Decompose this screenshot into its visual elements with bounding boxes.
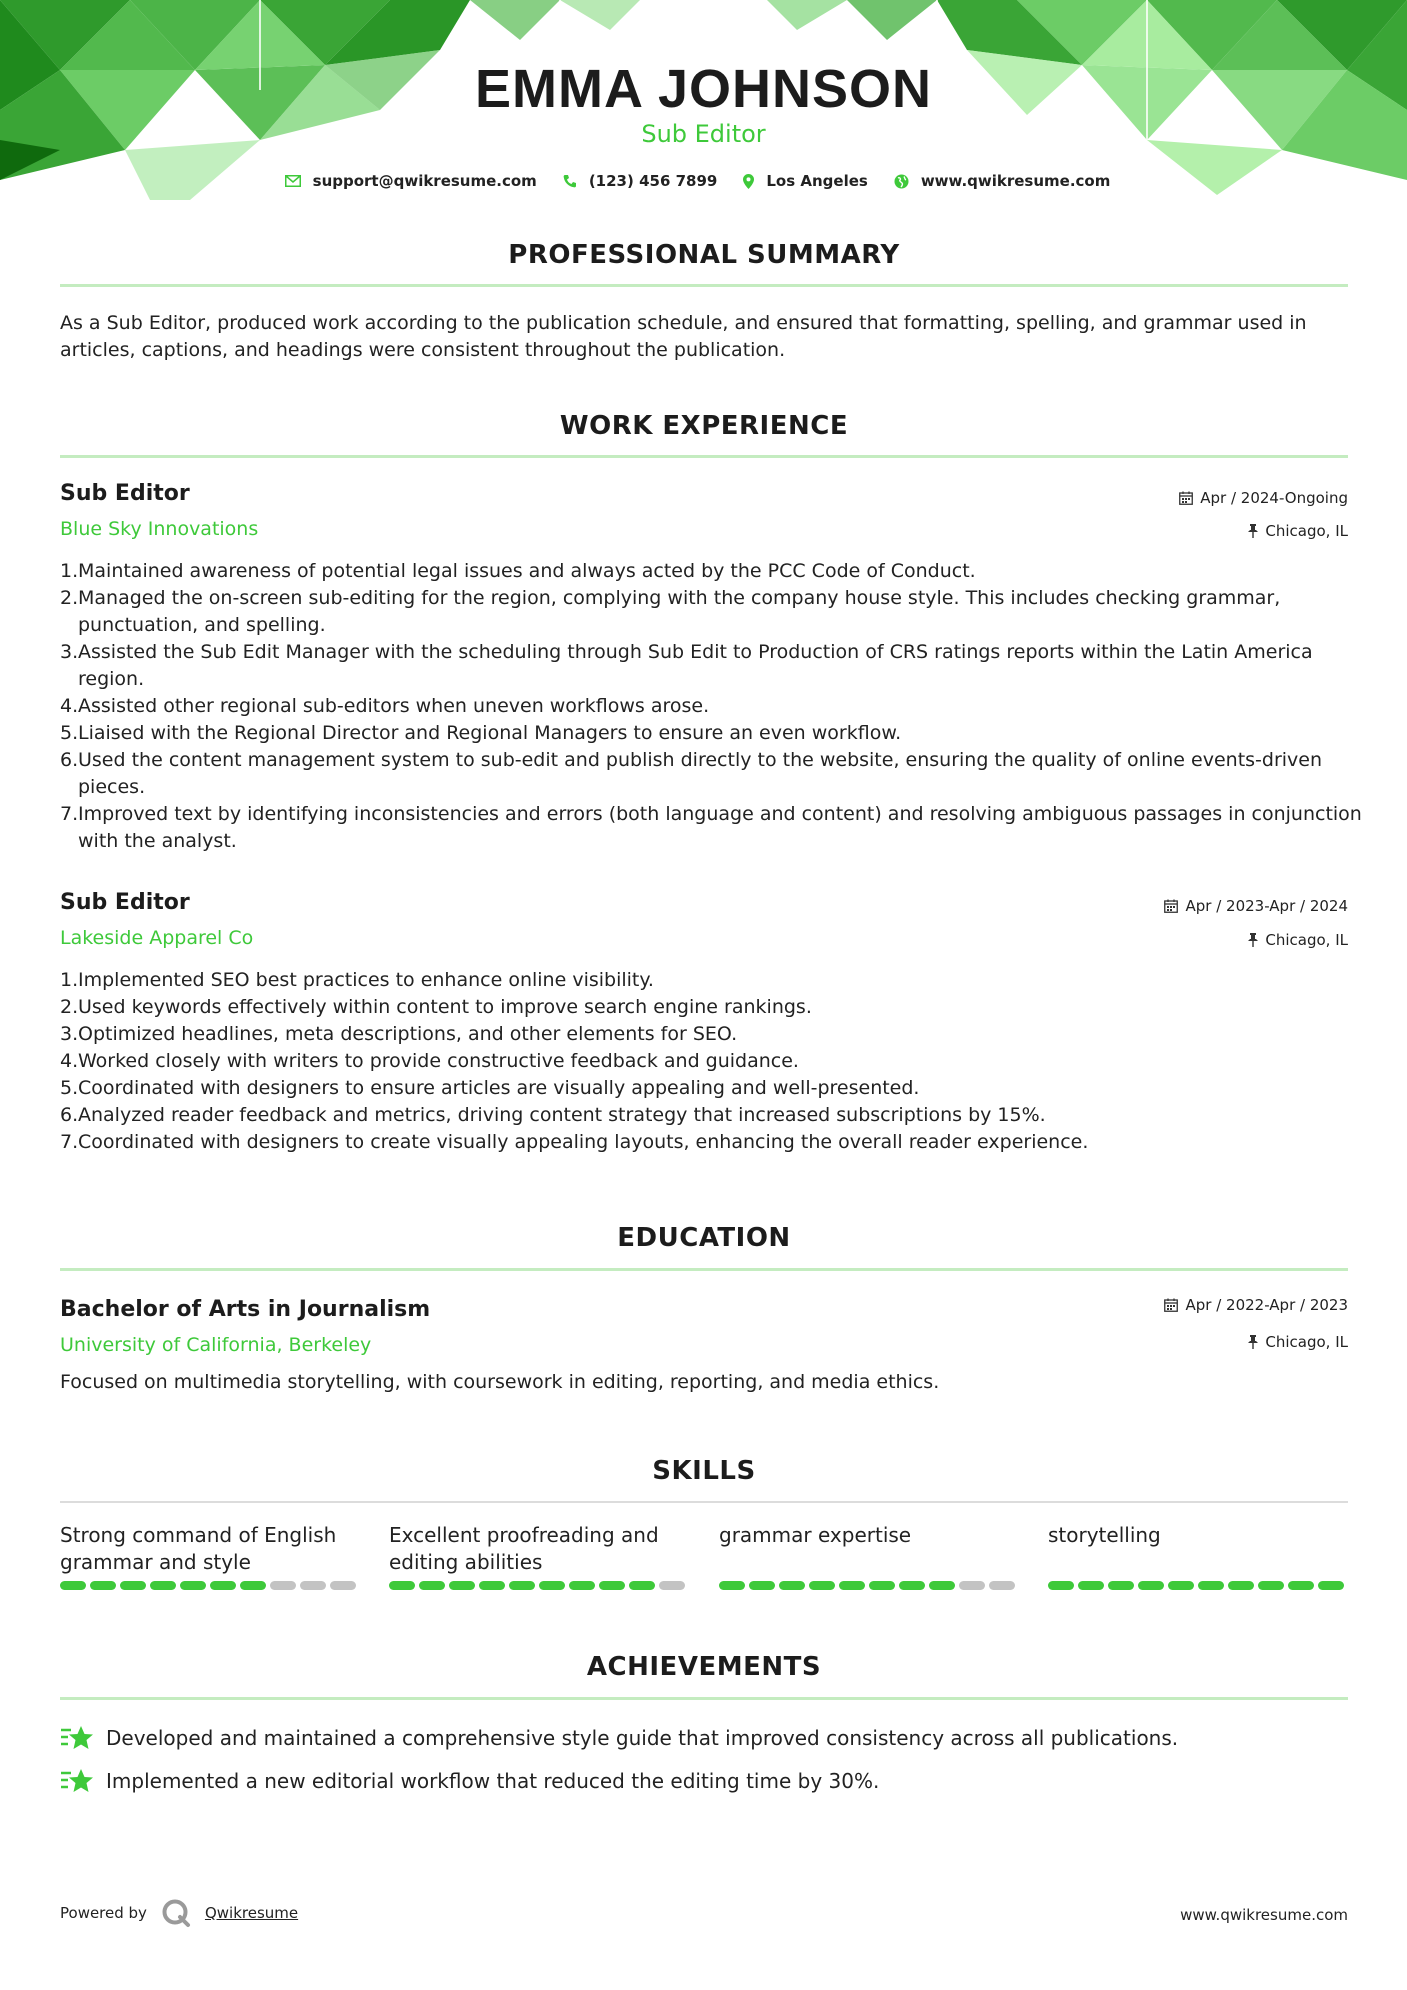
job-1-company: Blue Sky Innovations <box>60 518 259 540</box>
skill-segment <box>180 1581 206 1590</box>
list-item: 5. Coordinated with designers to ensure articles are visually appealing and well-presented. <box>60 1077 920 1099</box>
job-1-location-text: Chicago, IL <box>1265 522 1348 540</box>
skill-item <box>1048 1522 1348 1590</box>
contact-bar <box>0 172 1407 190</box>
star-badge-icon <box>60 1724 94 1752</box>
job-1-bullets <box>60 558 1366 855</box>
job-1-location <box>1248 522 1348 540</box>
list-item: 2. Used keywords effectively within content to improve search engine rankings. <box>60 996 812 1018</box>
job-2-date <box>1164 897 1348 915</box>
skill-segment <box>300 1581 326 1590</box>
map-pin-icon <box>743 174 754 189</box>
list-item: 6. Analyzed reader feedback and metrics, driving content strategy that increased subscriptions by 15%. <box>60 1104 1046 1126</box>
skill-rating <box>389 1581 689 1590</box>
list-item: 3. Assisted the Sub Edit Manager with the scheduling through Sub Edit to Production of CRS ratings reports within the Latin America region. <box>60 641 1313 690</box>
calendar-icon <box>1164 1298 1178 1312</box>
list-item: 5. Liaised with the Regional Director and Regional Managers to ensure an even workflow. <box>60 722 902 744</box>
skill-segment <box>60 1581 86 1590</box>
list-item: 7. Improved text by identifying inconsistencies and errors (both language and content) and resolving ambiguous passages in conjunction with the analyst. <box>60 803 1362 852</box>
footer-powered-by <box>60 1898 298 1928</box>
skill-segment <box>240 1581 266 1590</box>
skill-segment <box>150 1581 176 1590</box>
achievement-item <box>60 1724 1178 1752</box>
skill-segment <box>719 1581 745 1590</box>
education-location-text: Chicago, IL <box>1265 1333 1348 1351</box>
skill-segment <box>210 1581 236 1590</box>
skill-segment <box>899 1581 925 1590</box>
list-item: 4. Assisted other regional sub-editors when uneven workflows arose. <box>60 695 710 717</box>
education-location <box>1248 1333 1348 1351</box>
education-degree: Bachelor of Arts in Journalism <box>60 1297 431 1322</box>
powered-by-label: Powered by <box>60 1904 147 1922</box>
list-item: 1. Implemented SEO best practices to enhance online visibility. <box>60 969 654 991</box>
skills-heading: SKILLS <box>652 1456 756 1486</box>
list-item: 1. Maintained awareness of potential legal issues and always acted by the PCC Code of Conduct. <box>60 560 976 582</box>
skill-segment <box>1318 1581 1344 1590</box>
skill-segment <box>1198 1581 1224 1590</box>
contact-email[interactable] <box>285 172 537 190</box>
skill-segment <box>539 1581 565 1590</box>
skill-segment <box>1048 1581 1074 1590</box>
education-divider <box>60 1268 1348 1271</box>
skill-rating <box>719 1581 1019 1590</box>
star-badge-icon <box>60 1767 94 1795</box>
education-school: University of California, Berkeley <box>60 1334 372 1356</box>
job-2-company: Lakeside Apparel Co <box>60 927 254 949</box>
skill-segment <box>929 1581 955 1590</box>
job-1-title: Sub Editor <box>60 481 190 506</box>
achievement-item <box>60 1767 879 1795</box>
skill-item <box>719 1522 1019 1590</box>
skill-label: grammar expertise <box>719 1523 912 1547</box>
skill-segment <box>599 1581 625 1590</box>
skill-segment <box>1288 1581 1314 1590</box>
skill-segment <box>629 1581 655 1590</box>
job-2-date-text: Apr / 2023-Apr / 2024 <box>1185 897 1348 915</box>
envelope-icon <box>285 175 301 187</box>
contact-location <box>743 172 867 190</box>
job-2-location-text: Chicago, IL <box>1265 931 1348 949</box>
skill-segment <box>959 1581 985 1590</box>
skill-label: storytelling <box>1048 1523 1161 1547</box>
skill-segment <box>839 1581 865 1590</box>
skill-segment <box>1168 1581 1194 1590</box>
job-2-bullets <box>60 967 1366 1156</box>
skill-segment <box>659 1581 685 1590</box>
skill-segment <box>330 1581 356 1590</box>
list-item: 4. Worked closely with writers to provide constructive feedback and guidance. <box>60 1050 799 1072</box>
skill-segment <box>779 1581 805 1590</box>
skill-segment <box>869 1581 895 1590</box>
skill-segment <box>90 1581 116 1590</box>
skill-segment <box>419 1581 445 1590</box>
job-2-title: Sub Editor <box>60 890 190 915</box>
candidate-role: Sub Editor <box>641 120 766 148</box>
pushpin-icon <box>1248 933 1258 947</box>
skill-segment <box>449 1581 475 1590</box>
list-item: 7. Coordinated with designers to create visually appealing layouts, enhancing the overall reader experience. <box>60 1131 1089 1153</box>
skill-item <box>60 1522 360 1590</box>
experience-heading: WORK EXPERIENCE <box>559 411 849 441</box>
skill-segment <box>809 1581 835 1590</box>
phone-icon <box>563 174 577 188</box>
qwikresume-link[interactable]: Qwikresume <box>204 1904 299 1922</box>
skill-segment <box>389 1581 415 1590</box>
education-heading: EDUCATION <box>617 1223 791 1253</box>
footer-website-link[interactable]: www.qwikresume.com <box>1180 1906 1348 1924</box>
skill-segment <box>120 1581 146 1590</box>
achievements-heading: ACHIEVEMENTS <box>586 1652 822 1682</box>
location-text: Los Angeles <box>766 172 868 190</box>
skill-label: Excellent proofreading and editing abilities <box>389 1523 659 1574</box>
education-date <box>1164 1296 1348 1314</box>
education-description: Focused on multimedia storytelling, with coursework in editing, reporting, and media ethics. <box>60 1371 940 1393</box>
skill-rating <box>1048 1581 1348 1590</box>
job-2-location <box>1248 931 1348 949</box>
skill-segment <box>569 1581 595 1590</box>
summary-text: As a Sub Editor, produced work according to the publication schedule, and ensured that formatting, spelling, and grammar used in articles, captions, and headings were consistent throughout the publication. <box>60 312 1307 361</box>
skill-item <box>389 1522 689 1590</box>
calendar-icon <box>1179 491 1193 505</box>
skill-segment <box>1138 1581 1164 1590</box>
list-item: 2. Managed the on-screen sub-editing for the region, complying with the company house style. This includes checking grammar, punctuation, and spelling. <box>60 587 1281 636</box>
skill-segment <box>1228 1581 1254 1590</box>
calendar-icon <box>1164 899 1178 913</box>
summary-divider <box>60 284 1348 287</box>
skill-label: Strong command of English grammar and style <box>60 1523 337 1574</box>
achievement-text: Developed and maintained a comprehensive style guide that improved consistency across all publications. <box>106 1726 1179 1750</box>
achievements-divider <box>60 1697 1348 1700</box>
skills-divider <box>60 1501 1348 1503</box>
contact-phone[interactable] <box>563 172 718 190</box>
list-item: 3. Optimized headlines, meta descriptions, and other elements for SEO. <box>60 1023 738 1045</box>
qwikresume-logo-icon <box>161 1898 191 1928</box>
job-1-date <box>1179 489 1348 507</box>
skill-segment <box>509 1581 535 1590</box>
contact-website[interactable] <box>894 172 1111 190</box>
website-text: www.qwikresume.com <box>920 172 1111 190</box>
skill-segment <box>1078 1581 1104 1590</box>
email-text: support@qwikresume.com <box>312 172 537 190</box>
skill-segment <box>749 1581 775 1590</box>
candidate-name: EMMA JOHNSON <box>474 59 933 119</box>
achievement-text: Implemented a new editorial workflow that reduced the editing time by 30%. <box>106 1769 880 1793</box>
summary-heading: PROFESSIONAL SUMMARY <box>508 240 900 270</box>
experience-divider <box>60 455 1348 458</box>
globe-icon <box>894 174 909 189</box>
list-item: 6. Used the content management system to sub-edit and publish directly to the website, ensuring the quality of online events-driven pieces. <box>60 749 1323 798</box>
education-date-text: Apr / 2022-Apr / 2023 <box>1185 1296 1348 1314</box>
phone-text: (123) 456 7899 <box>588 172 718 190</box>
skill-rating <box>60 1581 360 1590</box>
skill-segment <box>1108 1581 1134 1590</box>
skill-segment <box>270 1581 296 1590</box>
pushpin-icon <box>1248 1335 1258 1349</box>
pushpin-icon <box>1248 524 1258 538</box>
skill-segment <box>479 1581 505 1590</box>
skill-segment <box>1258 1581 1284 1590</box>
skill-segment <box>989 1581 1015 1590</box>
job-1-date-text: Apr / 2024-Ongoing <box>1200 489 1348 507</box>
